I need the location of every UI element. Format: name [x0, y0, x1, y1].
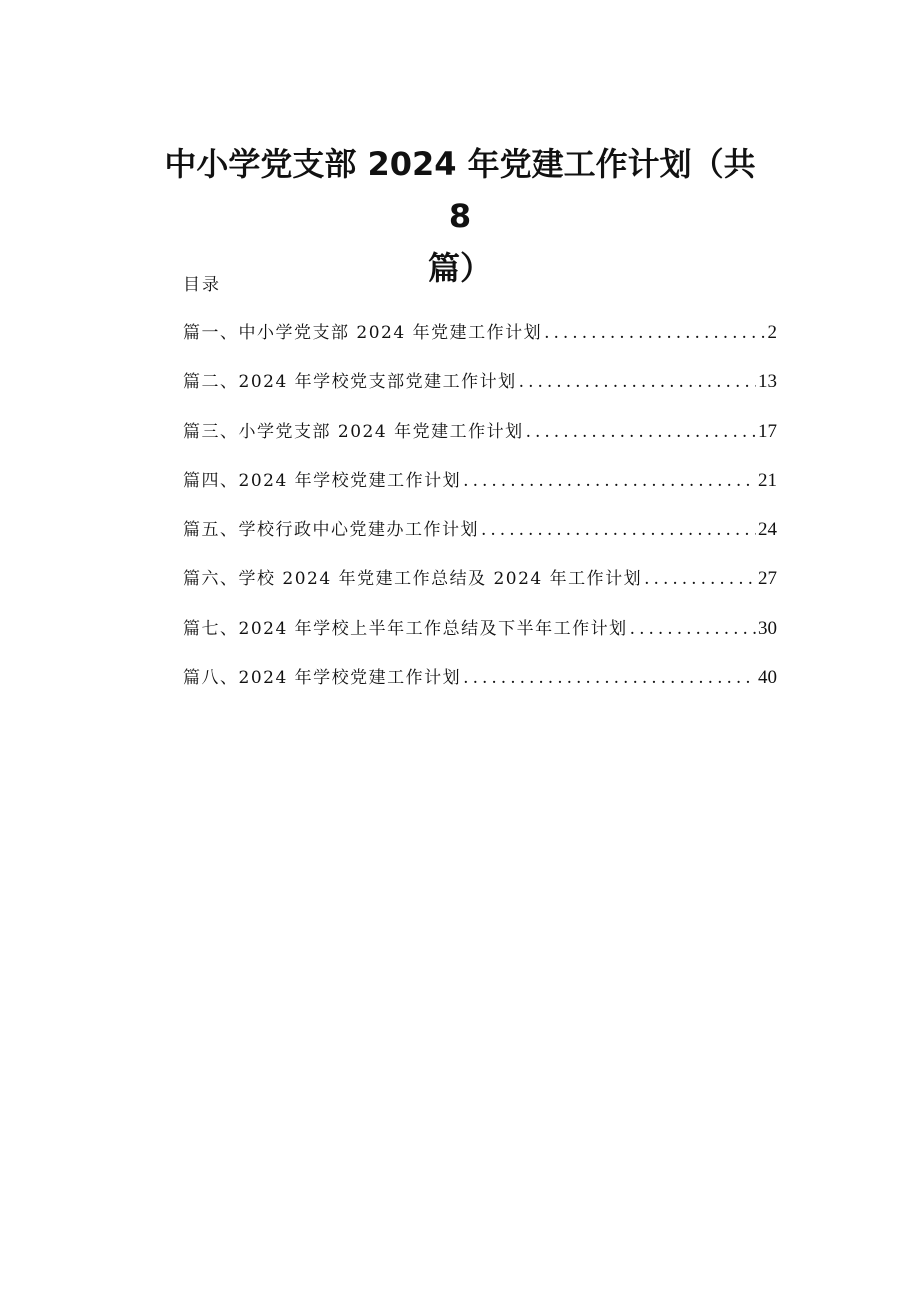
- toc-leader-dots: [463, 471, 756, 491]
- toc-heading: 目录: [183, 275, 221, 295]
- toc-entry[interactable]: [183, 417, 777, 466]
- toc-entry-page: 17: [758, 420, 777, 442]
- toc-entry-label: 篇三、小学党支部 2024 年党建工作计划: [183, 421, 524, 442]
- toc-leader-dots: [544, 323, 765, 343]
- toc-entry[interactable]: [183, 466, 777, 515]
- toc-entry[interactable]: [183, 515, 777, 564]
- toc-entry-label: 篇五、学校行政中心党建办工作计划: [183, 520, 479, 541]
- toc-entry-label: 篇一、中小学党支部 2024 年党建工作计划: [183, 323, 543, 343]
- toc-leader-dots: [481, 520, 756, 540]
- toc-entry-label: 篇七、2024 年学校上半年工作总结及下半年工作计划: [183, 618, 628, 639]
- toc-leader-dots: [463, 668, 756, 688]
- table-of-contents: [183, 318, 777, 712]
- toc-leader-dots: [644, 569, 756, 589]
- toc-entry-page: 13: [758, 371, 777, 393]
- toc-leader-dots: [630, 619, 756, 639]
- toc-entry-page: 40: [758, 667, 777, 689]
- toc-leader-dots: [526, 422, 756, 442]
- toc-entry-label: 篇六、学校 2024 年党建工作总结及 2024 年工作计划: [183, 569, 643, 590]
- toc-entry-label: 篇四、2024 年学校党建工作计划: [183, 470, 462, 491]
- document-title: [150, 138, 770, 294]
- toc-entry-page: 24: [758, 519, 777, 541]
- toc-entry-page: 21: [758, 469, 777, 491]
- toc-entry-page: 30: [758, 617, 777, 639]
- toc-entry[interactable]: [183, 663, 777, 712]
- toc-entry[interactable]: [183, 367, 777, 416]
- toc-leader-dots: [519, 372, 756, 392]
- document-title-line-1: 中小学党支部 2024 年党建工作计划（共 8: [164, 145, 756, 235]
- toc-entry[interactable]: [183, 564, 777, 613]
- toc-entry-page: 2: [767, 322, 777, 343]
- document-title-line-2: 篇）: [427, 249, 492, 287]
- toc-entry-label: 篇二、2024 年学校党支部党建工作计划: [183, 372, 517, 393]
- toc-entry-page: 27: [758, 568, 777, 590]
- toc-entry-label: 篇八、2024 年学校党建工作计划: [183, 668, 462, 689]
- toc-entry[interactable]: [183, 614, 777, 663]
- toc-entry[interactable]: [183, 318, 777, 367]
